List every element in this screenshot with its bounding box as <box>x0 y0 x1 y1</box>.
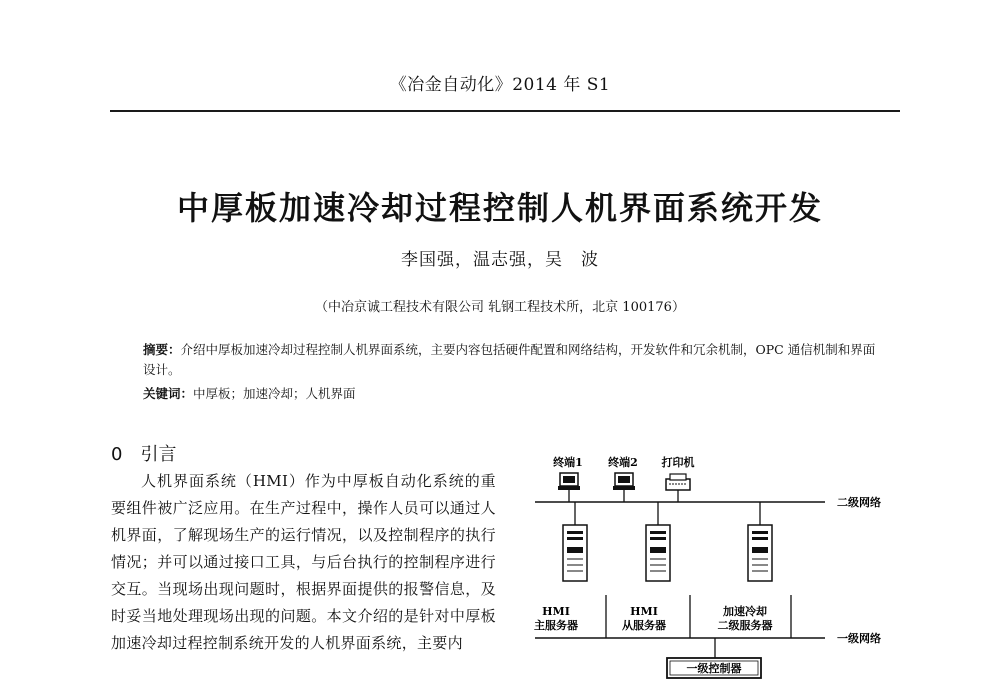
server3-icon <box>748 525 772 581</box>
keywords <box>143 384 883 404</box>
keywords-label: 关键词： <box>143 386 194 401</box>
printer-icon <box>666 474 690 490</box>
device-label-printer: 打印机 <box>661 456 695 469</box>
terminal2-icon <box>613 473 635 490</box>
device-label-terminal1: 终端1 <box>553 456 583 469</box>
server2-label-line1: HMI <box>630 605 658 618</box>
terminal1-icon <box>558 473 580 490</box>
level2-network-label: 二级网络 <box>837 496 881 509</box>
intro-paragraph: 人机界面系统（HMI）作为中厚板自动化系统的重要组件被广泛应用。在生产过程中，操作人员可以通过人机界面，了解现场生产的运行情况，以及控制程序的执行情况；并可以通过接口工具，与后台执行的控制程序进行交互。当现场出现问题时，根据界面提供的报警信息，及时妥当地处理现场出现的问题。本文介绍的是针对中厚板加速冷却过程控制系统开发的人机界面系统，主要内 <box>111 472 496 652</box>
abstract-label: 摘要： <box>143 342 181 357</box>
server3-label-line1: 加速冷却 <box>723 605 767 618</box>
header-rule <box>110 110 900 112</box>
server1-icon <box>563 525 587 581</box>
server2-icon <box>646 525 670 581</box>
journal-header: 《冶金自动化》2014 年 S1 <box>389 75 611 95</box>
server1-label-line1: HMI <box>542 605 570 618</box>
abstract-text: 介绍中厚板加速冷却过程控制人机界面系统，主要内容包括硬件配置和网络结构，开发软件和冗余机制，OPC 通信机制和界面设计。 <box>143 342 876 377</box>
server1-label-line2: 主服务器 <box>534 619 578 632</box>
section-heading <box>111 440 176 466</box>
network-diagram <box>520 445 910 684</box>
paper-title: 中厚板加速冷却过程控制人机界面系统开发 <box>176 189 823 227</box>
abstract <box>143 340 883 380</box>
server3-label-line2: 二级服务器 <box>717 619 773 632</box>
keywords-text: 中厚板；加速冷却；人机界面 <box>193 386 356 401</box>
paper-authors: 李国强，温志强，吴 波 <box>401 250 599 270</box>
level1-network-label: 一级网络 <box>837 632 881 645</box>
section-number: 0 <box>111 444 123 465</box>
server2-label-line2: 从服务器 <box>622 619 666 632</box>
controller-label: 一级控制器 <box>686 662 742 675</box>
device-label-terminal2: 终端2 <box>608 456 638 469</box>
section-title: 引言 <box>140 444 177 465</box>
paper-affiliation: （中冶京诚工程技术有限公司 轧钢工程技术所，北京 100176） <box>315 300 685 315</box>
